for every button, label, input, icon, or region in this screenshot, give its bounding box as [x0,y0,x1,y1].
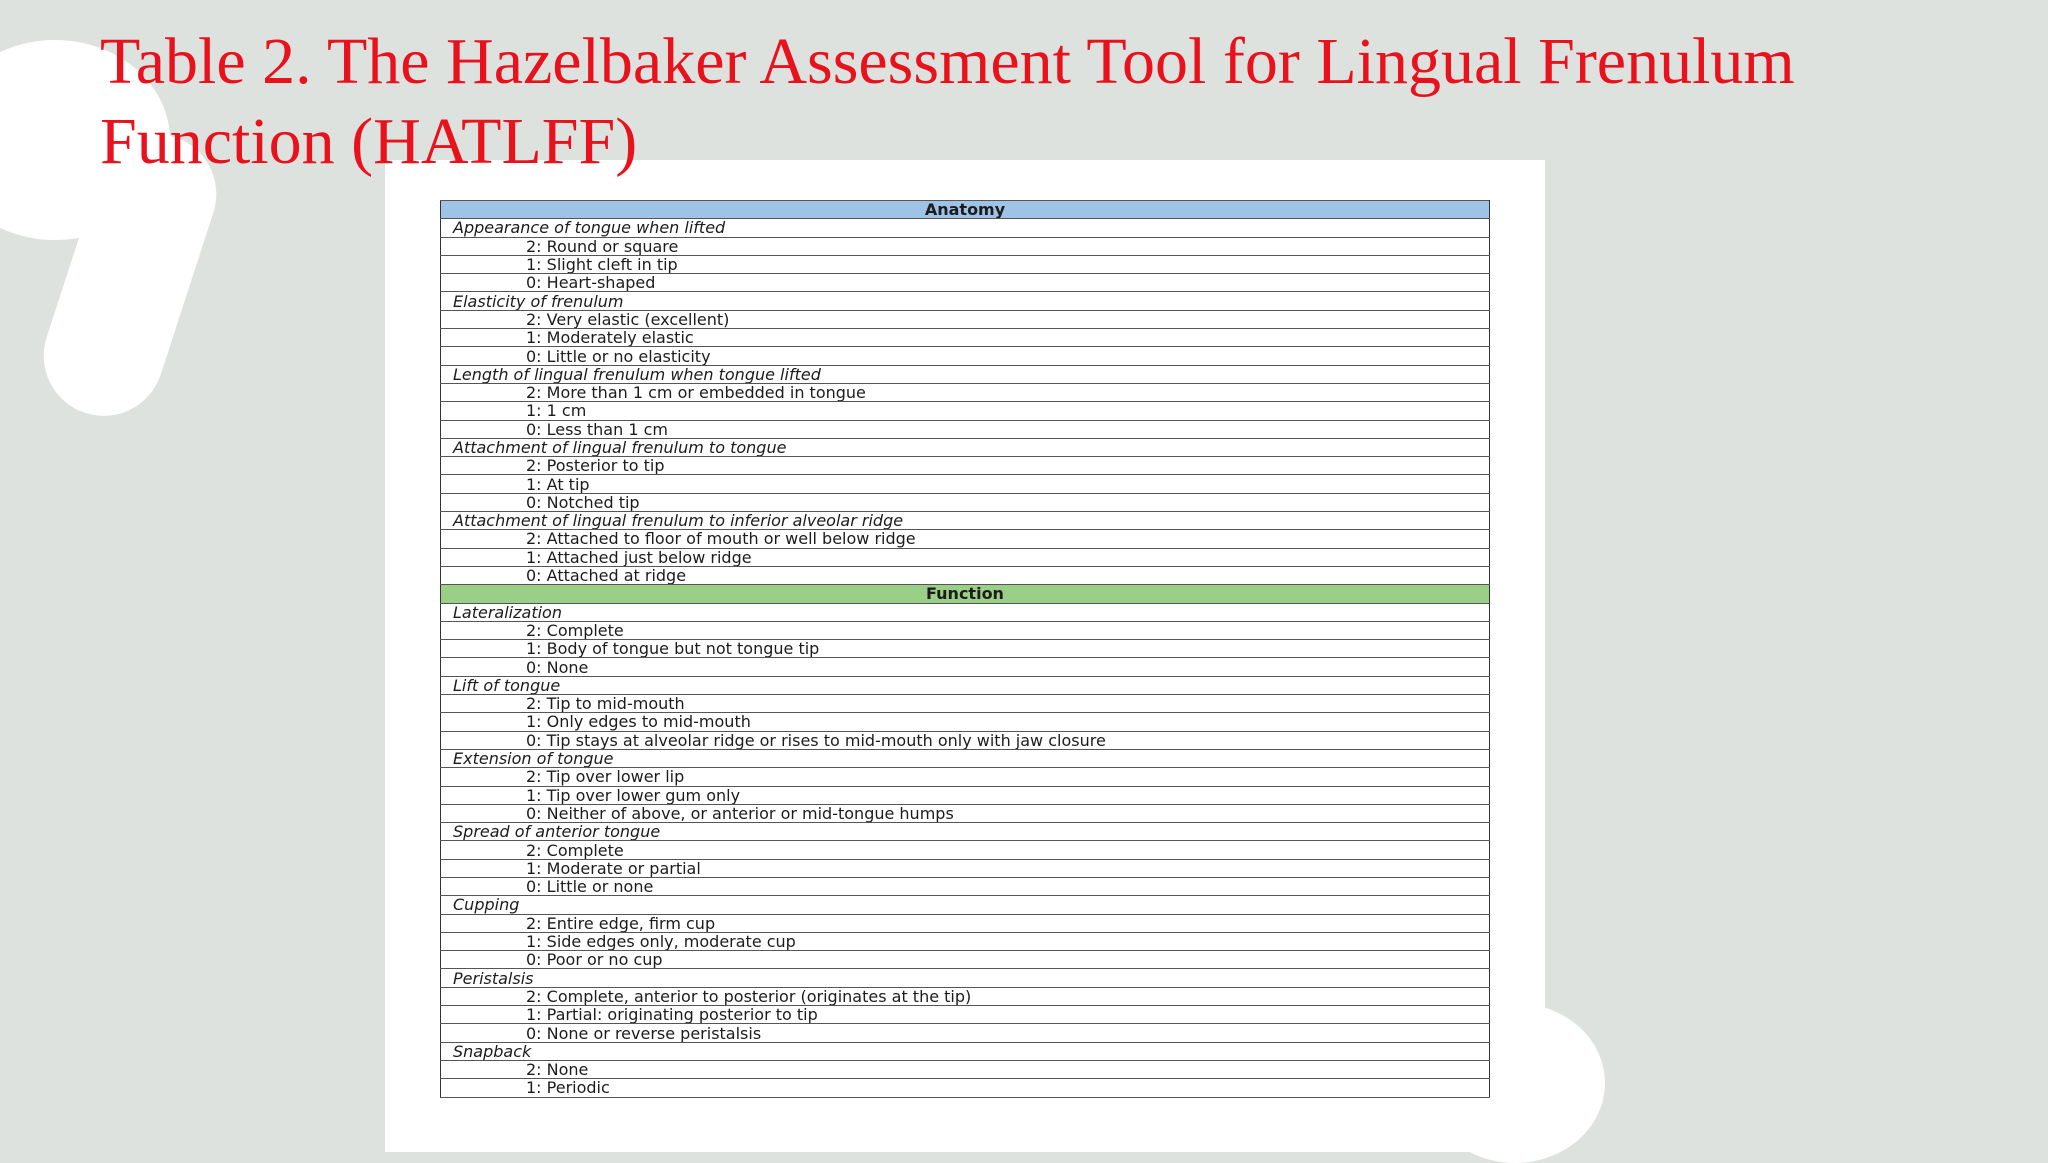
score-row [441,255,1490,273]
score-option: 2: Posterior to tip [441,457,1490,475]
category-row [441,512,1490,530]
score-row [441,402,1490,420]
section-header-anatomy [441,201,1490,219]
score-row [441,475,1490,493]
score-option: 1: Moderately elastic [441,329,1490,347]
score-row [441,914,1490,932]
section-header-label: Anatomy [441,201,1490,219]
score-row [441,621,1490,639]
score-option: 2: Tip to mid-mouth [441,695,1490,713]
score-row [441,951,1490,969]
score-row [441,859,1490,877]
score-option: 0: Less than 1 cm [441,420,1490,438]
score-option: 2: Entire edge, firm cup [441,914,1490,932]
score-option: 0: Little or none [441,877,1490,895]
score-row [441,877,1490,895]
score-row [441,768,1490,786]
score-row [441,932,1490,950]
hatlff-table-body [441,201,1490,1098]
category-row [441,896,1490,914]
category-title: Length of lingual frenulum when tongue lifted [441,365,1490,383]
score-row [441,457,1490,475]
score-row [441,658,1490,676]
score-row [441,695,1490,713]
score-row [441,713,1490,731]
score-row [441,1006,1490,1024]
score-option: 0: None [441,658,1490,676]
score-row [441,493,1490,511]
score-option: 1: At tip [441,475,1490,493]
score-option: 0: Attached at ridge [441,566,1490,584]
category-title: Lateralization [441,603,1490,621]
category-title: Spread of anterior tongue [441,823,1490,841]
score-row [441,1024,1490,1042]
score-option: 0: Tip stays at alveolar ridge or rises to mid-mouth only with jaw closure [441,731,1490,749]
score-row [441,347,1490,365]
category-title: Cupping [441,896,1490,914]
score-option: 1: Slight cleft in tip [441,255,1490,273]
slide-title: Table 2. The Hazelbaker Assessment Tool for Lingual Frenulum Function (HATLFF) [100,25,1795,178]
hatlff-table [440,200,1490,1098]
category-title: Appearance of tongue when lifted [441,219,1490,237]
score-option: 2: Attached to floor of mouth or well below ridge [441,530,1490,548]
category-title: Elasticity of frenulum [441,292,1490,310]
score-row [441,383,1490,401]
score-row [441,640,1490,658]
section-header-function [441,585,1490,603]
score-option: 0: Neither of above, or anterior or mid-tongue humps [441,804,1490,822]
score-row [441,420,1490,438]
category-row [441,749,1490,767]
category-title: Lift of tongue [441,676,1490,694]
score-option: 0: Heart-shaped [441,274,1490,292]
score-option: 1: Only edges to mid-mouth [441,713,1490,731]
score-option: 1: 1 cm [441,402,1490,420]
section-header-label: Function [441,585,1490,603]
score-option: 1: Partial: originating posterior to tip [441,1006,1490,1024]
score-row [441,310,1490,328]
score-row [441,566,1490,584]
category-row [441,219,1490,237]
score-option: 2: None [441,1060,1490,1078]
category-title: Peristalsis [441,969,1490,987]
score-row [441,1079,1490,1097]
hatlff-table-container [440,200,1490,1152]
score-option: 2: Complete [441,841,1490,859]
score-option: 0: None or reverse peristalsis [441,1024,1490,1042]
score-option: 1: Attached just below ridge [441,548,1490,566]
score-row [441,1060,1490,1078]
score-option: 1: Tip over lower gum only [441,786,1490,804]
category-row [441,823,1490,841]
score-option: 2: More than 1 cm or embedded in tongue [441,383,1490,401]
category-title: Snapback [441,1042,1490,1060]
category-title: Attachment of lingual frenulum to inferior alveolar ridge [441,512,1490,530]
category-row [441,969,1490,987]
score-option: 2: Very elastic (excellent) [441,310,1490,328]
score-row [441,731,1490,749]
score-option: 1: Moderate or partial [441,859,1490,877]
category-title: Extension of tongue [441,749,1490,767]
score-row [441,841,1490,859]
category-row [441,438,1490,456]
score-row [441,804,1490,822]
score-option: 2: Round or square [441,237,1490,255]
score-option: 0: Notched tip [441,493,1490,511]
score-option: 1: Periodic [441,1079,1490,1097]
category-row [441,292,1490,310]
category-row [441,676,1490,694]
score-row [441,987,1490,1005]
category-row [441,365,1490,383]
category-row [441,603,1490,621]
score-row [441,530,1490,548]
score-row [441,786,1490,804]
score-row [441,548,1490,566]
score-row [441,237,1490,255]
score-option: 0: Poor or no cup [441,951,1490,969]
score-option: 2: Tip over lower lip [441,768,1490,786]
score-option: 1: Side edges only, moderate cup [441,932,1490,950]
score-row [441,274,1490,292]
score-row [441,329,1490,347]
score-option: 2: Complete [441,621,1490,639]
category-title: Attachment of lingual frenulum to tongue [441,438,1490,456]
score-option: 0: Little or no elasticity [441,347,1490,365]
score-option: 2: Complete, anterior to posterior (originates at the tip) [441,987,1490,1005]
score-option: 1: Body of tongue but not tongue tip [441,640,1490,658]
category-row [441,1042,1490,1060]
